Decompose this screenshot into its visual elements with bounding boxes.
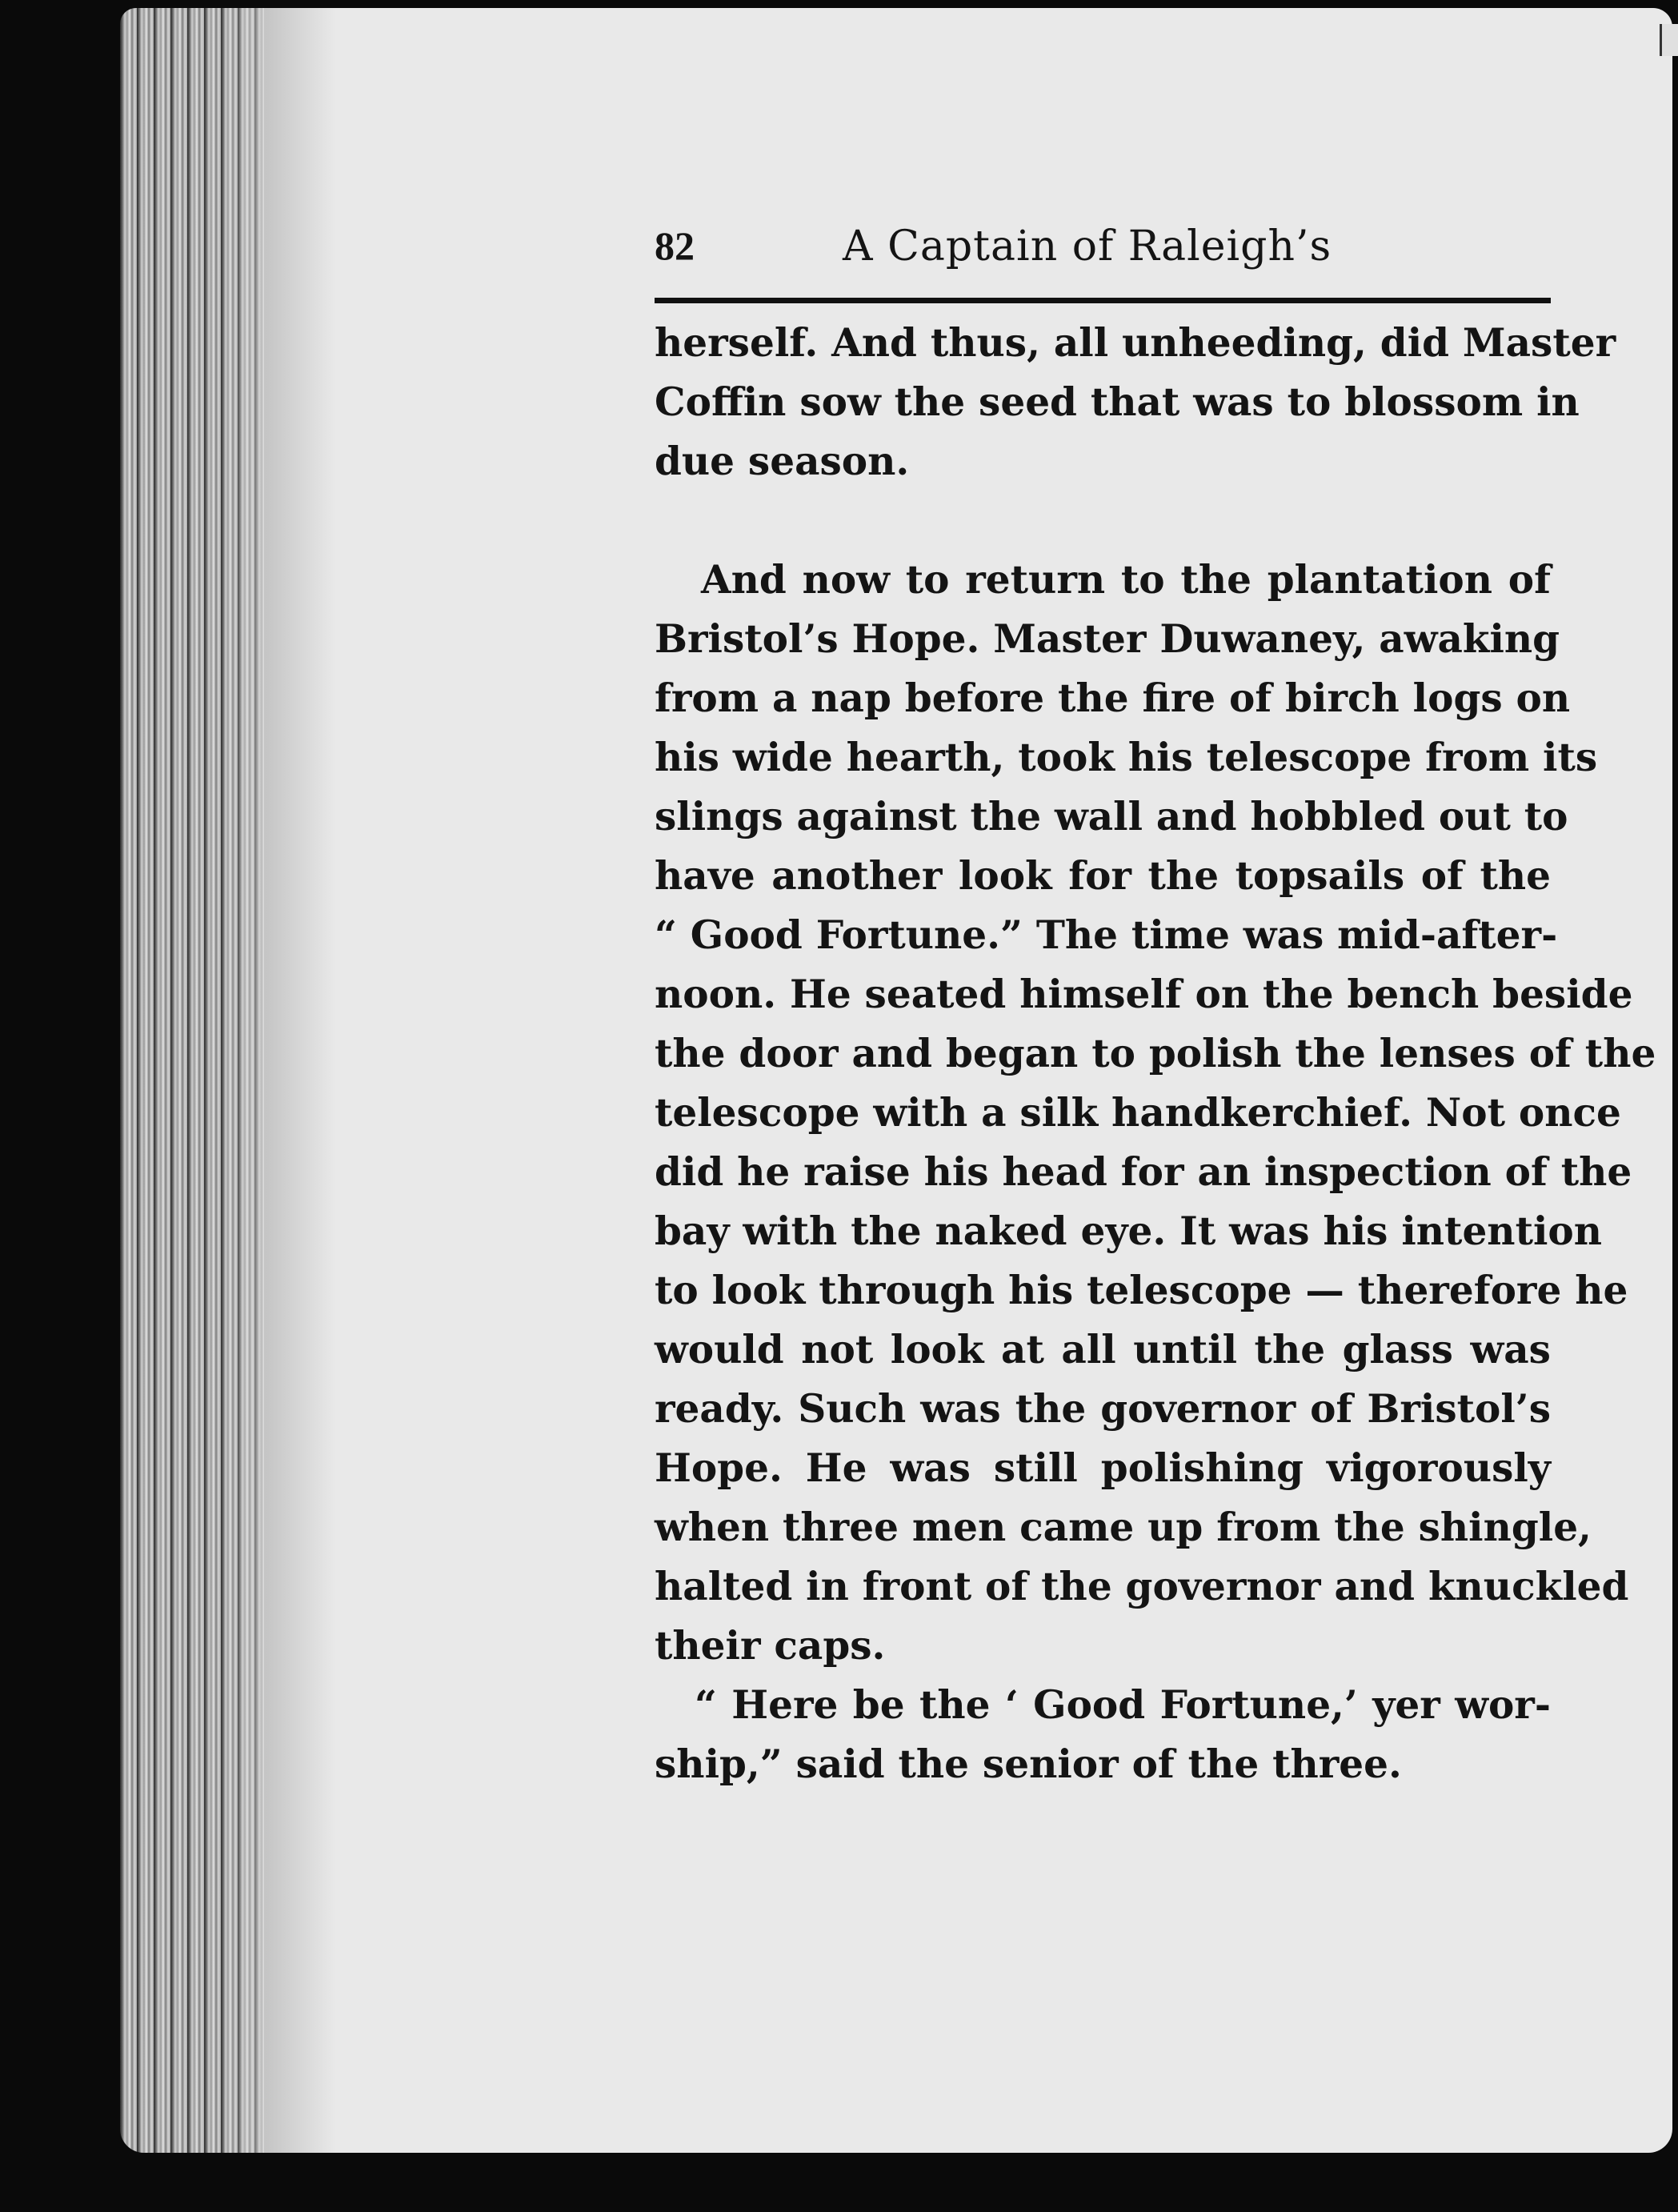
text-line: due season.: [655, 439, 910, 484]
text-line: ready. Such was the governor of Bristol’s: [655, 1386, 1551, 1432]
text-line: to look through his telescope — therefore he: [655, 1268, 1628, 1313]
page-number: 82: [655, 223, 695, 268]
page-corner-mark: [1660, 24, 1678, 56]
running-title: A Captain of Raleigh’s: [843, 222, 1332, 270]
text-line: their caps.: [655, 1623, 886, 1669]
text-line: his wide hearth, took his telescope from its: [655, 735, 1598, 780]
text-line: “ Good Fortune.” The time was mid-after-: [655, 912, 1558, 958]
text-line: did he raise his head for an inspection of the: [655, 1149, 1632, 1195]
gutter-shadow: [264, 8, 336, 2153]
section-break: [655, 491, 1551, 551]
text-line: when three men came up from the shingle,: [655, 1505, 1592, 1550]
text-line: halted in front of the governor and knuckled: [655, 1564, 1629, 1609]
text-line: from a nap before the fire of birch logs on: [655, 675, 1571, 721]
text-line: slings against the wall and hobbled out to: [655, 794, 1568, 840]
text-line: herself. And thus, all unheeding, did Master: [655, 320, 1616, 366]
paragraph: [655, 551, 1656, 1676]
paragraph: [655, 1676, 1551, 1794]
paragraph: [655, 314, 1616, 491]
text-line: And now to return to the plantation of: [701, 557, 1551, 603]
running-header: [655, 222, 1551, 279]
text-line: Hope. He was still polishing vigorously: [655, 1445, 1551, 1491]
text-line: bay with the naked eye. It was his intention: [655, 1208, 1603, 1254]
header-rule: [655, 298, 1551, 303]
text-line: “ Here be the ‘ Good Fortune,’ yer wor-: [695, 1682, 1551, 1728]
text-line: have another look for the topsails of the: [655, 853, 1551, 899]
body-text: [655, 314, 1656, 1794]
text-line: Bristol’s Hope. Master Duwaney, awaking: [655, 616, 1560, 662]
text-line: ship,” said the senior of the three.: [655, 1741, 1402, 1787]
text-line: Coffin sow the seed that was to blossom in: [655, 379, 1580, 425]
text-line: telescope with a silk handkerchief. Not once: [655, 1090, 1621, 1136]
text-line: the door and began to polish the lenses of the: [655, 1031, 1656, 1076]
text-line: would not look at all until the glass was: [655, 1327, 1551, 1372]
text-line: noon. He seated himself on the bench beside: [655, 972, 1633, 1017]
